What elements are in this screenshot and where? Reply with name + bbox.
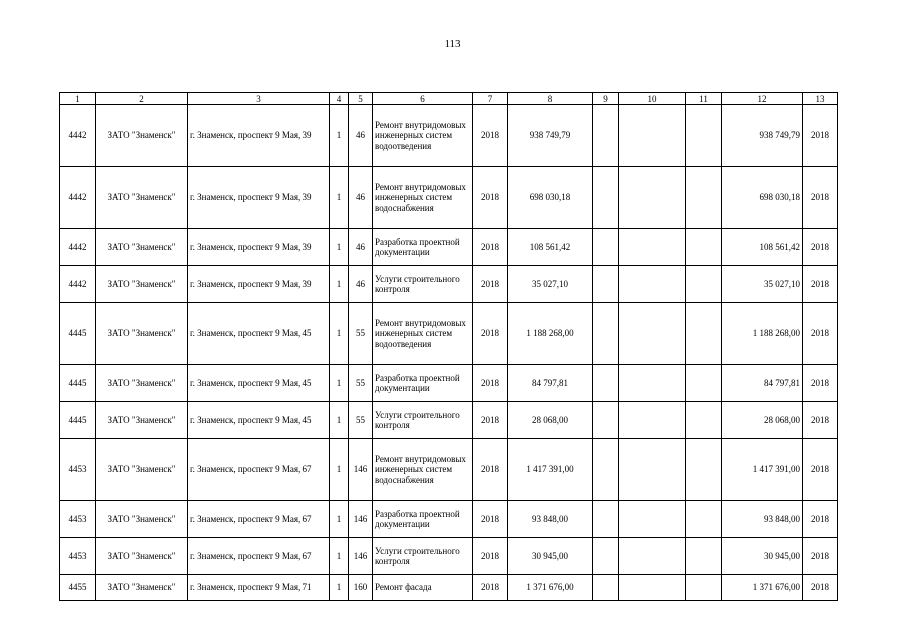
work-type-cell: Разработка проектной документации <box>373 501 473 538</box>
table-row <box>60 266 838 303</box>
year-cell: 2018 <box>473 303 508 365</box>
column-10-cell <box>619 266 686 303</box>
completion-year-cell: 2018 <box>803 303 838 365</box>
column-5-cell: 55 <box>349 365 373 402</box>
column-10-cell <box>619 303 686 365</box>
work-type-cell: Разработка проектной документации <box>373 365 473 402</box>
column-4-cell: 1 <box>330 575 349 601</box>
year-cell: 2018 <box>473 167 508 229</box>
cost-cell: 28 068,00 <box>508 402 593 439</box>
object-id-cell: 4453 <box>60 538 96 575</box>
completion-year-cell: 2018 <box>803 365 838 402</box>
municipality-cell: ЗАТО "Знаменск" <box>96 365 188 402</box>
column-header: 1 <box>60 93 96 105</box>
column-header: 9 <box>593 93 619 105</box>
column-9-cell <box>593 439 619 501</box>
total-cost-cell: 938 749,79 <box>722 105 803 167</box>
work-type-cell: Ремонт внутридомовых инженерных систем водоотведения <box>373 303 473 365</box>
column-10-cell <box>619 167 686 229</box>
municipality-cell: ЗАТО "Знаменск" <box>96 167 188 229</box>
column-11-cell <box>686 303 722 365</box>
completion-year-cell: 2018 <box>803 167 838 229</box>
total-cost-cell: 30 945,00 <box>722 538 803 575</box>
work-type-cell: Услуги строительного контроля <box>373 402 473 439</box>
column-5-cell: 55 <box>349 402 373 439</box>
address-cell: г. Знаменск, проспект 9 Мая, 39 <box>188 167 330 229</box>
cost-cell: 93 848,00 <box>508 501 593 538</box>
column-9-cell <box>593 229 619 266</box>
column-11-cell <box>686 402 722 439</box>
column-10-cell <box>619 575 686 601</box>
column-11-cell <box>686 538 722 575</box>
column-10-cell <box>619 229 686 266</box>
municipality-cell: ЗАТО "Знаменск" <box>96 303 188 365</box>
column-5-cell: 46 <box>349 229 373 266</box>
column-10-cell <box>619 402 686 439</box>
address-cell: г. Знаменск, проспект 9 Мая, 45 <box>188 303 330 365</box>
table-row <box>60 439 838 501</box>
table-body <box>60 93 838 601</box>
year-cell: 2018 <box>473 575 508 601</box>
cost-cell: 108 561,42 <box>508 229 593 266</box>
column-5-cell: 46 <box>349 266 373 303</box>
column-5-cell: 146 <box>349 538 373 575</box>
column-header: 3 <box>188 93 330 105</box>
column-header: 5 <box>349 93 373 105</box>
table-row <box>60 402 838 439</box>
work-type-cell: Ремонт внутридомовых инженерных систем водоснабжения <box>373 167 473 229</box>
completion-year-cell: 2018 <box>803 402 838 439</box>
object-id-cell: 4453 <box>60 439 96 501</box>
object-id-cell: 4445 <box>60 402 96 439</box>
column-9-cell <box>593 501 619 538</box>
completion-year-cell: 2018 <box>803 105 838 167</box>
column-5-cell: 55 <box>349 303 373 365</box>
address-cell: г. Знаменск, проспект 9 Мая, 45 <box>188 402 330 439</box>
cost-cell: 1 371 676,00 <box>508 575 593 601</box>
address-cell: г. Знаменск, проспект 9 Мая, 67 <box>188 439 330 501</box>
address-cell: г. Знаменск, проспект 9 Мая, 45 <box>188 365 330 402</box>
cost-cell: 1 188 268,00 <box>508 303 593 365</box>
address-cell: г. Знаменск, проспект 9 Мая, 39 <box>188 105 330 167</box>
work-type-cell: Ремонт фасада <box>373 575 473 601</box>
column-9-cell <box>593 402 619 439</box>
work-type-cell: Услуги строительного контроля <box>373 538 473 575</box>
municipality-cell: ЗАТО "Знаменск" <box>96 402 188 439</box>
column-4-cell: 1 <box>330 229 349 266</box>
column-header: 10 <box>619 93 686 105</box>
table-row <box>60 229 838 266</box>
column-9-cell <box>593 266 619 303</box>
cost-cell: 35 027,10 <box>508 266 593 303</box>
total-cost-cell: 1 188 268,00 <box>722 303 803 365</box>
municipality-cell: ЗАТО "Знаменск" <box>96 229 188 266</box>
table-row <box>60 538 838 575</box>
column-header: 13 <box>803 93 838 105</box>
completion-year-cell: 2018 <box>803 266 838 303</box>
column-5-cell: 46 <box>349 167 373 229</box>
column-4-cell: 1 <box>330 439 349 501</box>
total-cost-cell: 84 797,81 <box>722 365 803 402</box>
total-cost-cell: 698 030,18 <box>722 167 803 229</box>
work-type-cell: Ремонт внутридомовых инженерных систем водоотведения <box>373 105 473 167</box>
column-header: 12 <box>722 93 803 105</box>
table-row <box>60 105 838 167</box>
column-header: 2 <box>96 93 188 105</box>
object-id-cell: 4445 <box>60 303 96 365</box>
column-4-cell: 1 <box>330 303 349 365</box>
column-11-cell <box>686 439 722 501</box>
column-header: 11 <box>686 93 722 105</box>
column-11-cell <box>686 365 722 402</box>
column-10-cell <box>619 501 686 538</box>
cost-cell: 1 417 391,00 <box>508 439 593 501</box>
column-11-cell <box>686 266 722 303</box>
municipality-cell: ЗАТО "Знаменск" <box>96 575 188 601</box>
column-4-cell: 1 <box>330 266 349 303</box>
column-header-row <box>60 93 838 105</box>
completion-year-cell: 2018 <box>803 229 838 266</box>
municipality-cell: ЗАТО "Знаменск" <box>96 501 188 538</box>
year-cell: 2018 <box>473 266 508 303</box>
municipality-cell: ЗАТО "Знаменск" <box>96 105 188 167</box>
total-cost-cell: 1 417 391,00 <box>722 439 803 501</box>
year-cell: 2018 <box>473 501 508 538</box>
total-cost-cell: 108 561,42 <box>722 229 803 266</box>
column-4-cell: 1 <box>330 105 349 167</box>
table-row <box>60 303 838 365</box>
column-11-cell <box>686 575 722 601</box>
object-id-cell: 4445 <box>60 365 96 402</box>
column-11-cell <box>686 501 722 538</box>
work-type-cell: Услуги строительного контроля <box>373 266 473 303</box>
column-10-cell <box>619 538 686 575</box>
municipality-cell: ЗАТО "Знаменск" <box>96 538 188 575</box>
year-cell: 2018 <box>473 229 508 266</box>
total-cost-cell: 35 027,10 <box>722 266 803 303</box>
total-cost-cell: 93 848,00 <box>722 501 803 538</box>
address-cell: г. Знаменск, проспект 9 Мая, 67 <box>188 501 330 538</box>
column-4-cell: 1 <box>330 365 349 402</box>
year-cell: 2018 <box>473 439 508 501</box>
column-11-cell <box>686 167 722 229</box>
table-row <box>60 575 838 601</box>
completion-year-cell: 2018 <box>803 439 838 501</box>
completion-year-cell: 2018 <box>803 575 838 601</box>
column-5-cell: 160 <box>349 575 373 601</box>
work-type-cell: Разработка проектной документации <box>373 229 473 266</box>
column-11-cell <box>686 229 722 266</box>
column-header: 7 <box>473 93 508 105</box>
column-9-cell <box>593 303 619 365</box>
object-id-cell: 4442 <box>60 266 96 303</box>
column-4-cell: 1 <box>330 167 349 229</box>
column-9-cell <box>593 365 619 402</box>
object-id-cell: 4455 <box>60 575 96 601</box>
table-row <box>60 167 838 229</box>
program-table <box>59 92 838 601</box>
column-header: 4 <box>330 93 349 105</box>
column-9-cell <box>593 167 619 229</box>
address-cell: г. Знаменск, проспект 9 Мая, 39 <box>188 229 330 266</box>
column-header: 8 <box>508 93 593 105</box>
cost-cell: 30 945,00 <box>508 538 593 575</box>
address-cell: г. Знаменск, проспект 9 Мая, 71 <box>188 575 330 601</box>
column-4-cell: 1 <box>330 402 349 439</box>
column-10-cell <box>619 105 686 167</box>
year-cell: 2018 <box>473 105 508 167</box>
year-cell: 2018 <box>473 402 508 439</box>
municipality-cell: ЗАТО "Знаменск" <box>96 439 188 501</box>
municipality-cell: ЗАТО "Знаменск" <box>96 266 188 303</box>
column-11-cell <box>686 105 722 167</box>
object-id-cell: 4442 <box>60 229 96 266</box>
column-5-cell: 146 <box>349 439 373 501</box>
table-row <box>60 365 838 402</box>
total-cost-cell: 28 068,00 <box>722 402 803 439</box>
address-cell: г. Знаменск, проспект 9 Мая, 67 <box>188 538 330 575</box>
table-row <box>60 501 838 538</box>
address-cell: г. Знаменск, проспект 9 Мая, 39 <box>188 266 330 303</box>
column-4-cell: 1 <box>330 538 349 575</box>
column-5-cell: 46 <box>349 105 373 167</box>
column-header: 6 <box>373 93 473 105</box>
year-cell: 2018 <box>473 365 508 402</box>
page-number: 113 <box>444 38 461 50</box>
cost-cell: 938 749,79 <box>508 105 593 167</box>
year-cell: 2018 <box>473 538 508 575</box>
column-10-cell <box>619 365 686 402</box>
column-9-cell <box>593 575 619 601</box>
completion-year-cell: 2018 <box>803 501 838 538</box>
object-id-cell: 4453 <box>60 501 96 538</box>
work-type-cell: Ремонт внутридомовых инженерных систем водоснабжения <box>373 439 473 501</box>
column-9-cell <box>593 538 619 575</box>
cost-cell: 84 797,81 <box>508 365 593 402</box>
column-4-cell: 1 <box>330 501 349 538</box>
completion-year-cell: 2018 <box>803 538 838 575</box>
total-cost-cell: 1 371 676,00 <box>722 575 803 601</box>
cost-cell: 698 030,18 <box>508 167 593 229</box>
column-5-cell: 146 <box>349 501 373 538</box>
column-10-cell <box>619 439 686 501</box>
column-9-cell <box>593 105 619 167</box>
object-id-cell: 4442 <box>60 105 96 167</box>
object-id-cell: 4442 <box>60 167 96 229</box>
